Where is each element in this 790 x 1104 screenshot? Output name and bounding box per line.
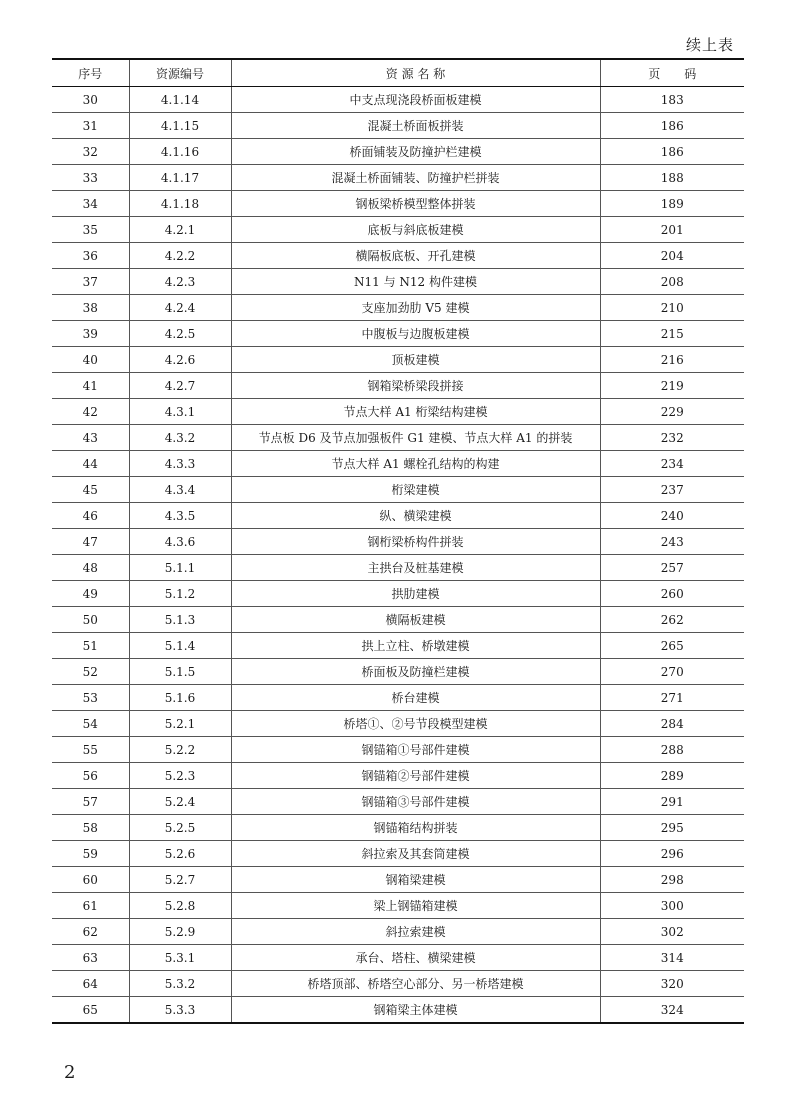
cell-serial-number: 42 — [52, 399, 129, 425]
table-row — [52, 867, 744, 893]
table-row — [52, 945, 744, 971]
cell-page: 284 — [600, 711, 744, 737]
cell-resource-id: 5.3.3 — [129, 997, 231, 1024]
cell-resource-name: 混凝土桥面板拼装 — [231, 113, 600, 139]
cell-serial-number: 64 — [52, 971, 129, 997]
cell-serial-number: 33 — [52, 165, 129, 191]
table-row — [52, 87, 744, 113]
cell-page: 232 — [600, 425, 744, 451]
cell-resource-name: 节点大样 A1 桁梁结构建模 — [231, 399, 600, 425]
cell-page: 296 — [600, 841, 744, 867]
cell-serial-number: 50 — [52, 607, 129, 633]
cell-page: 262 — [600, 607, 744, 633]
cell-resource-id: 5.2.5 — [129, 815, 231, 841]
cell-resource-id: 5.3.1 — [129, 945, 231, 971]
cell-resource-id: 5.1.2 — [129, 581, 231, 607]
cell-page: 204 — [600, 243, 744, 269]
cell-resource-name: 承台、塔柱、横梁建模 — [231, 945, 600, 971]
cell-page: 260 — [600, 581, 744, 607]
cell-resource-id: 5.2.2 — [129, 737, 231, 763]
table-row — [52, 113, 744, 139]
cell-serial-number: 58 — [52, 815, 129, 841]
cell-resource-name: 纵、横梁建模 — [231, 503, 600, 529]
cell-resource-id: 4.3.5 — [129, 503, 231, 529]
cell-page: 229 — [600, 399, 744, 425]
cell-resource-id: 4.3.4 — [129, 477, 231, 503]
cell-resource-id: 5.3.2 — [129, 971, 231, 997]
header-serial-number: 序号 — [52, 59, 129, 87]
cell-resource-name: 桥塔①、②号节段模型建模 — [231, 711, 600, 737]
cell-page: 188 — [600, 165, 744, 191]
cell-serial-number: 34 — [52, 191, 129, 217]
cell-page: 201 — [600, 217, 744, 243]
cell-resource-id: 5.2.1 — [129, 711, 231, 737]
cell-serial-number: 48 — [52, 555, 129, 581]
cell-resource-name: 中腹板与边腹板建模 — [231, 321, 600, 347]
cell-page: 288 — [600, 737, 744, 763]
cell-serial-number: 47 — [52, 529, 129, 555]
cell-serial-number: 35 — [52, 217, 129, 243]
cell-serial-number: 31 — [52, 113, 129, 139]
cell-page: 186 — [600, 113, 744, 139]
header-resource-name: 资 源 名 称 — [231, 59, 600, 87]
cell-resource-name: 钢板梁桥模型整体拼装 — [231, 191, 600, 217]
header-resource-id: 资源编号 — [129, 59, 231, 87]
cell-serial-number: 59 — [52, 841, 129, 867]
cell-page: 270 — [600, 659, 744, 685]
table-row — [52, 373, 744, 399]
cell-resource-id: 4.2.7 — [129, 373, 231, 399]
table-row — [52, 633, 744, 659]
cell-resource-id: 5.1.3 — [129, 607, 231, 633]
cell-resource-name: 钢桁梁桥构件拼装 — [231, 529, 600, 555]
cell-page: 216 — [600, 347, 744, 373]
table-row — [52, 763, 744, 789]
cell-serial-number: 30 — [52, 87, 129, 113]
cell-page: 265 — [600, 633, 744, 659]
table-row — [52, 477, 744, 503]
table-row — [52, 269, 744, 295]
cell-page: 208 — [600, 269, 744, 295]
cell-resource-name: 钢锚箱结构拼装 — [231, 815, 600, 841]
cell-page: 243 — [600, 529, 744, 555]
cell-page: 291 — [600, 789, 744, 815]
cell-resource-id: 5.2.9 — [129, 919, 231, 945]
cell-page: 210 — [600, 295, 744, 321]
table-row — [52, 659, 744, 685]
cell-resource-id: 4.1.14 — [129, 87, 231, 113]
cell-resource-id: 4.1.17 — [129, 165, 231, 191]
table-row — [52, 685, 744, 711]
cell-resource-name: 钢箱梁建模 — [231, 867, 600, 893]
page-number: 2 — [64, 1062, 76, 1083]
cell-page: 219 — [600, 373, 744, 399]
table-row — [52, 191, 744, 217]
cell-resource-id: 4.1.18 — [129, 191, 231, 217]
cell-resource-id: 4.2.3 — [129, 269, 231, 295]
header-page: 页 码 — [600, 59, 744, 87]
cell-resource-id: 5.1.1 — [129, 555, 231, 581]
table-row — [52, 555, 744, 581]
cell-resource-id: 4.3.6 — [129, 529, 231, 555]
cell-serial-number: 36 — [52, 243, 129, 269]
cell-resource-id: 5.2.6 — [129, 841, 231, 867]
cell-resource-name: 桥面板及防撞栏建模 — [231, 659, 600, 685]
cell-resource-name: 钢锚箱③号部件建模 — [231, 789, 600, 815]
cell-resource-id: 5.2.4 — [129, 789, 231, 815]
cell-serial-number: 63 — [52, 945, 129, 971]
cell-page: 234 — [600, 451, 744, 477]
cell-resource-id: 4.3.3 — [129, 451, 231, 477]
table-row — [52, 425, 744, 451]
table-row — [52, 789, 744, 815]
cell-resource-id: 4.2.1 — [129, 217, 231, 243]
table-row — [52, 893, 744, 919]
cell-resource-id: 5.2.7 — [129, 867, 231, 893]
cell-resource-name: 梁上钢锚箱建模 — [231, 893, 600, 919]
table-row — [52, 347, 744, 373]
cell-serial-number: 37 — [52, 269, 129, 295]
cell-serial-number: 40 — [52, 347, 129, 373]
cell-resource-name: 钢锚箱①号部件建模 — [231, 737, 600, 763]
cell-serial-number: 44 — [52, 451, 129, 477]
cell-resource-name: 节点大样 A1 螺栓孔结构的构建 — [231, 451, 600, 477]
cell-serial-number: 39 — [52, 321, 129, 347]
table-row — [52, 919, 744, 945]
table-row — [52, 321, 744, 347]
table-row — [52, 295, 744, 321]
cell-serial-number: 60 — [52, 867, 129, 893]
cell-page: 298 — [600, 867, 744, 893]
table-row — [52, 711, 744, 737]
cell-serial-number: 54 — [52, 711, 129, 737]
table-header-row — [52, 59, 744, 87]
cell-page: 289 — [600, 763, 744, 789]
table-row — [52, 971, 744, 997]
cell-page: 186 — [600, 139, 744, 165]
cell-serial-number: 61 — [52, 893, 129, 919]
cell-serial-number: 52 — [52, 659, 129, 685]
cell-resource-name: 钢箱梁主体建模 — [231, 997, 600, 1024]
table-row — [52, 503, 744, 529]
table-row — [52, 737, 744, 763]
cell-serial-number: 56 — [52, 763, 129, 789]
cell-resource-id: 4.2.5 — [129, 321, 231, 347]
continued-label: 续上表 — [685, 36, 734, 54]
cell-resource-name: 斜拉索建模 — [231, 919, 600, 945]
cell-resource-name: 斜拉索及其套筒建模 — [231, 841, 600, 867]
cell-resource-name: 桥面铺装及防撞护栏建模 — [231, 139, 600, 165]
cell-page: 189 — [600, 191, 744, 217]
cell-resource-id: 4.2.2 — [129, 243, 231, 269]
table-row — [52, 841, 744, 867]
cell-page: 314 — [600, 945, 744, 971]
cell-serial-number: 32 — [52, 139, 129, 165]
cell-serial-number: 38 — [52, 295, 129, 321]
table-row — [52, 451, 744, 477]
cell-resource-name: N11 与 N12 构件建模 — [231, 269, 600, 295]
cell-resource-name: 横隔板建模 — [231, 607, 600, 633]
cell-page: 215 — [600, 321, 744, 347]
table-row — [52, 399, 744, 425]
cell-resource-name: 钢箱梁桥梁段拼接 — [231, 373, 600, 399]
cell-page: 320 — [600, 971, 744, 997]
cell-resource-name: 桁梁建模 — [231, 477, 600, 503]
cell-serial-number: 55 — [52, 737, 129, 763]
cell-resource-id: 4.3.1 — [129, 399, 231, 425]
table-row — [52, 529, 744, 555]
cell-serial-number: 53 — [52, 685, 129, 711]
cell-resource-name: 混凝土桥面铺装、防撞护栏拼装 — [231, 165, 600, 191]
cell-resource-id: 4.3.2 — [129, 425, 231, 451]
cell-resource-id: 5.1.4 — [129, 633, 231, 659]
table-row — [52, 607, 744, 633]
cell-page: 295 — [600, 815, 744, 841]
cell-resource-name: 横隔板底板、开孔建模 — [231, 243, 600, 269]
cell-resource-name: 桥塔顶部、桥塔空心部分、另一桥塔建模 — [231, 971, 600, 997]
table-row — [52, 217, 744, 243]
cell-resource-name: 主拱台及桩基建模 — [231, 555, 600, 581]
resource-table — [52, 58, 744, 1024]
cell-page: 240 — [600, 503, 744, 529]
cell-resource-name: 中支点现浇段桥面板建模 — [231, 87, 600, 113]
cell-resource-id: 4.1.16 — [129, 139, 231, 165]
cell-resource-name: 底板与斜底板建模 — [231, 217, 600, 243]
cell-resource-name: 拱上立柱、桥墩建模 — [231, 633, 600, 659]
cell-serial-number: 57 — [52, 789, 129, 815]
cell-resource-id: 5.2.3 — [129, 763, 231, 789]
cell-serial-number: 62 — [52, 919, 129, 945]
table-row — [52, 815, 744, 841]
cell-serial-number: 65 — [52, 997, 129, 1024]
cell-resource-id: 5.2.8 — [129, 893, 231, 919]
cell-page: 302 — [600, 919, 744, 945]
cell-page: 257 — [600, 555, 744, 581]
table-row — [52, 581, 744, 607]
cell-resource-name: 钢锚箱②号部件建模 — [231, 763, 600, 789]
cell-page: 237 — [600, 477, 744, 503]
cell-serial-number: 43 — [52, 425, 129, 451]
table-row — [52, 139, 744, 165]
cell-resource-name: 支座加劲肋 V5 建模 — [231, 295, 600, 321]
cell-page: 324 — [600, 997, 744, 1024]
cell-resource-id: 4.2.4 — [129, 295, 231, 321]
cell-resource-id: 4.2.6 — [129, 347, 231, 373]
cell-resource-name: 节点板 D6 及节点加强板件 G1 建模、节点大样 A1 的拼装 — [231, 425, 600, 451]
cell-resource-name: 拱肋建模 — [231, 581, 600, 607]
cell-resource-id: 5.1.6 — [129, 685, 231, 711]
cell-resource-name: 顶板建模 — [231, 347, 600, 373]
cell-page: 183 — [600, 87, 744, 113]
table-row — [52, 997, 744, 1024]
table-row — [52, 165, 744, 191]
table-row — [52, 243, 744, 269]
cell-serial-number: 41 — [52, 373, 129, 399]
cell-serial-number: 45 — [52, 477, 129, 503]
cell-page: 271 — [600, 685, 744, 711]
cell-serial-number: 51 — [52, 633, 129, 659]
cell-page: 300 — [600, 893, 744, 919]
cell-serial-number: 49 — [52, 581, 129, 607]
cell-resource-id: 5.1.5 — [129, 659, 231, 685]
cell-resource-id: 4.1.15 — [129, 113, 231, 139]
cell-serial-number: 46 — [52, 503, 129, 529]
cell-resource-name: 桥台建模 — [231, 685, 600, 711]
